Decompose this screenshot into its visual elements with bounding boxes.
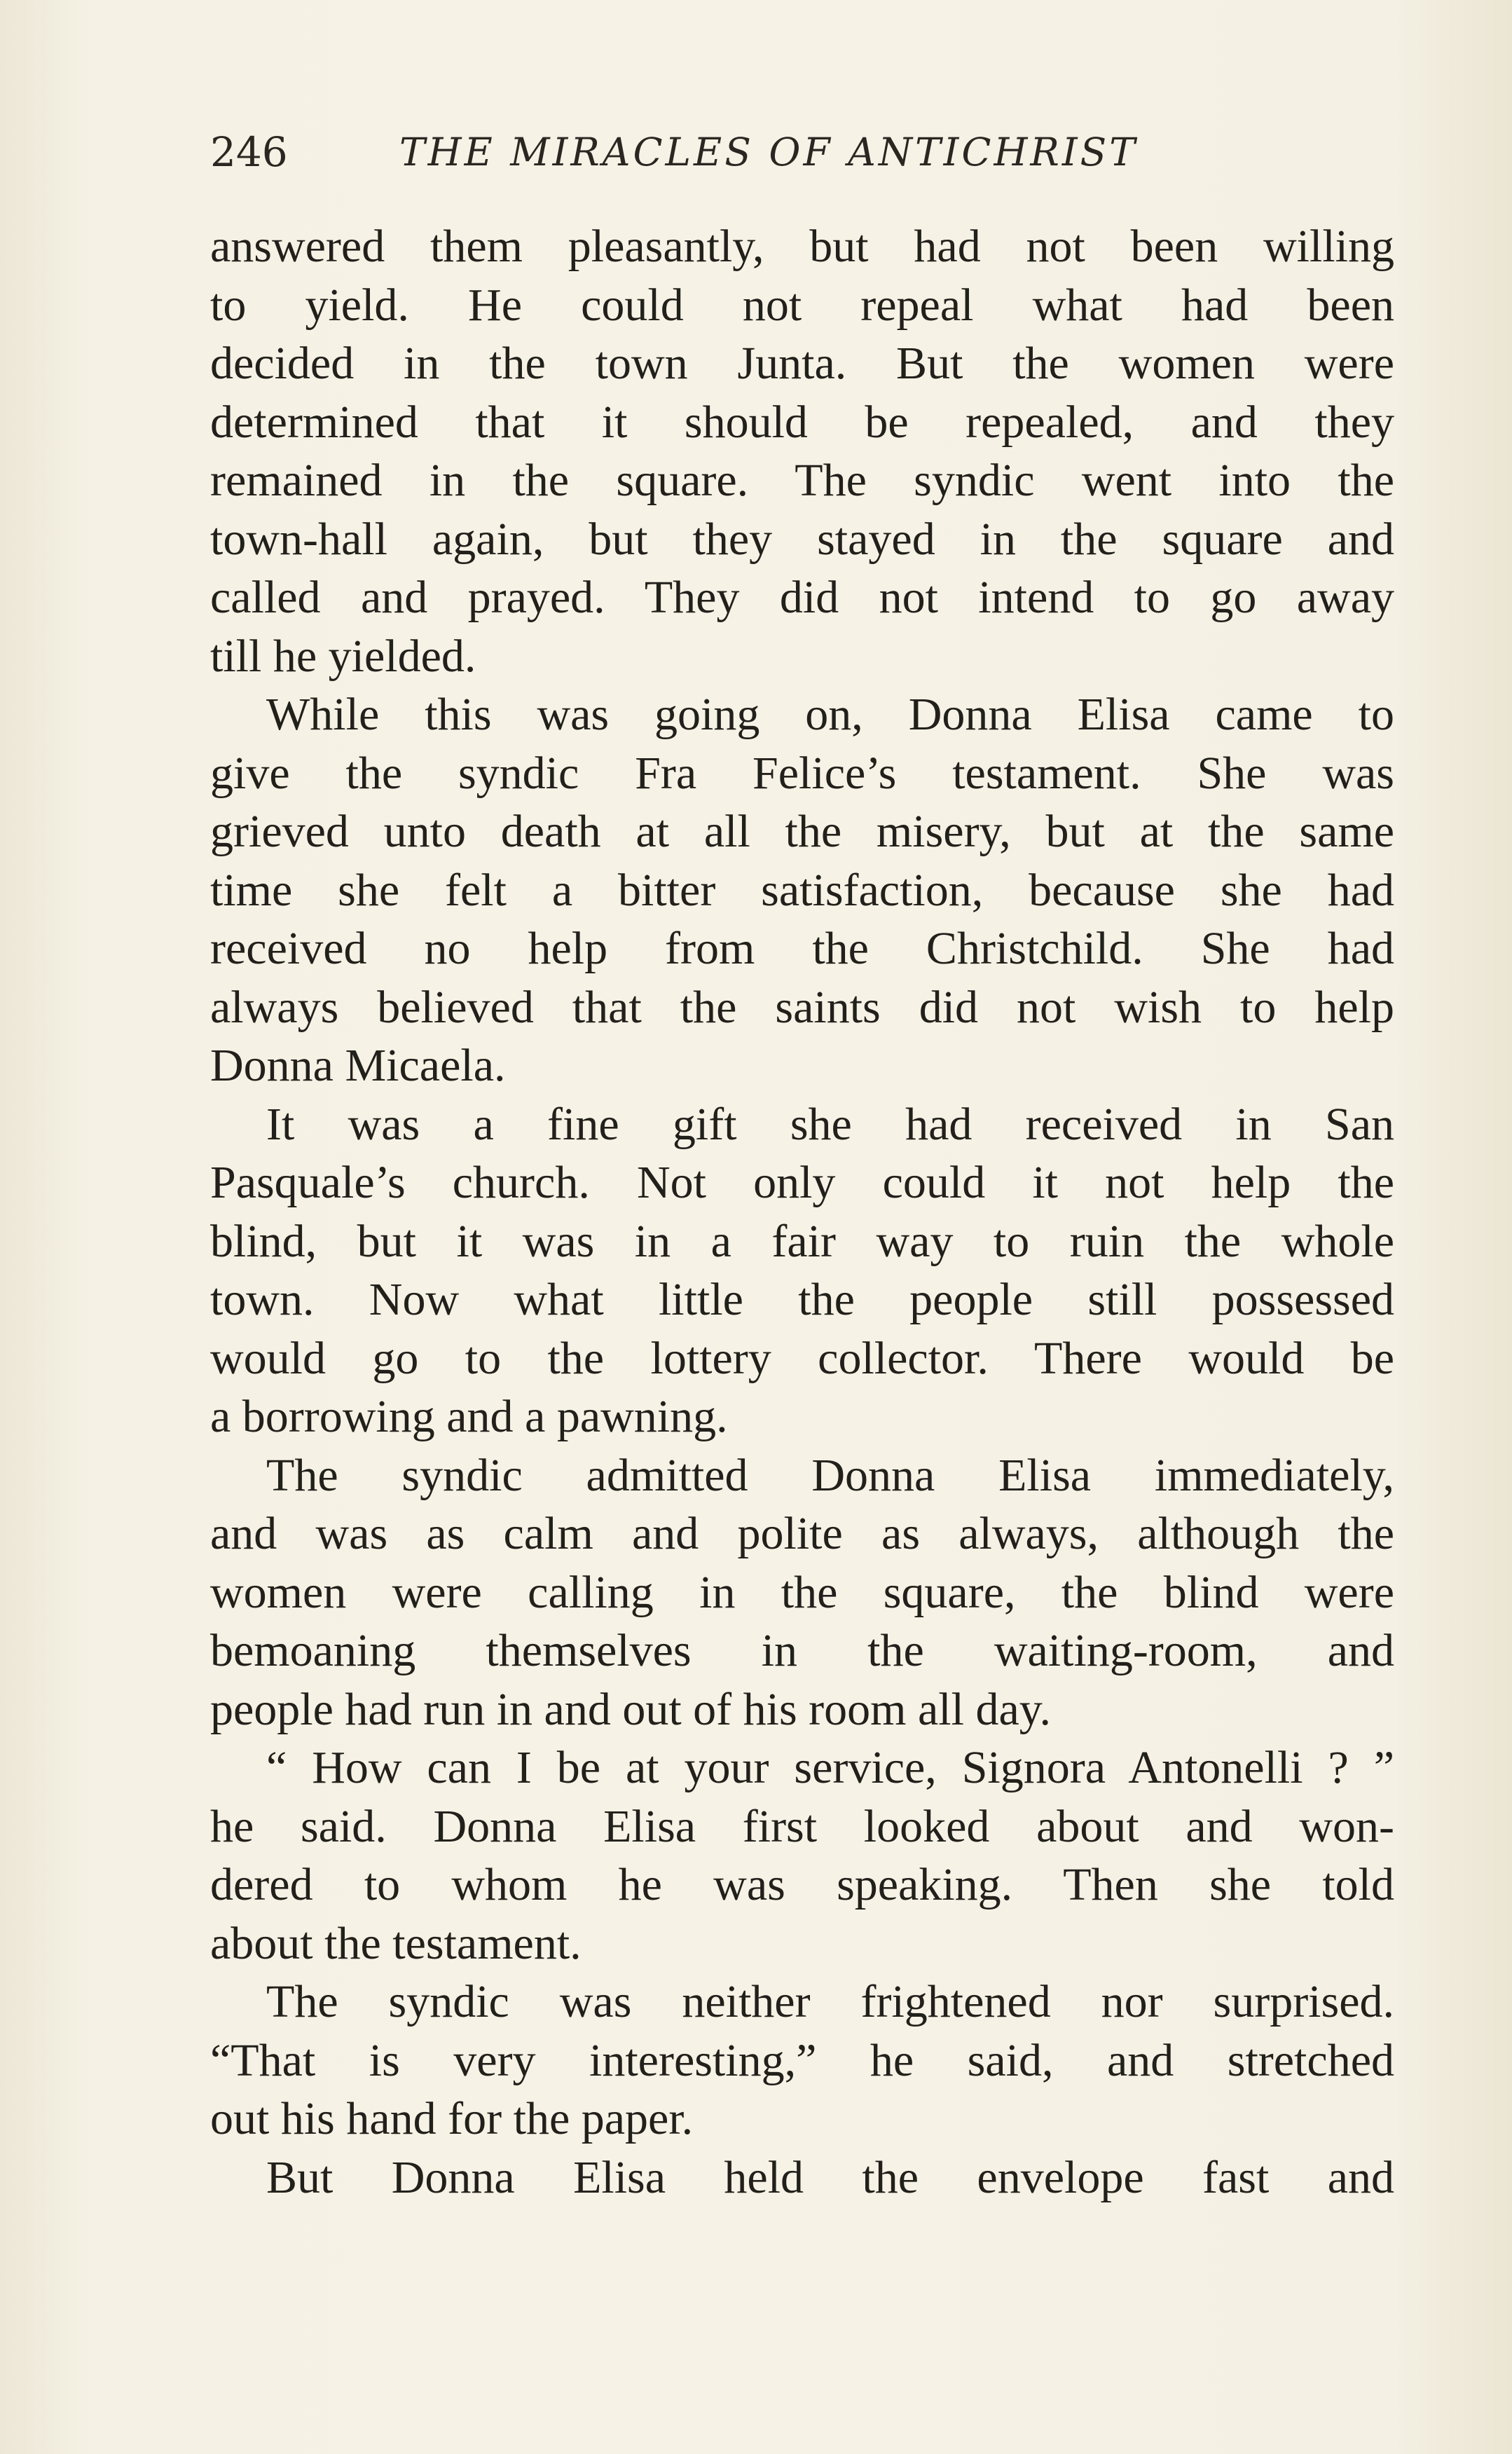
text-line: out his hand for the paper. xyxy=(210,2093,694,2144)
text-line: till he yielded. xyxy=(210,630,476,682)
text-line: blind, but it was in a fair way to ruin the whole xyxy=(210,1215,1394,1267)
text-line: women were calling in the square, the blind were xyxy=(210,1566,1394,1618)
running-head: THE MIRACLES OF ANTICHRIST xyxy=(399,130,1138,174)
text-line: Pasquale’s church. Not only could it not help the xyxy=(210,1157,1394,1208)
text-line: would go to the lottery collector. There would be xyxy=(210,1332,1394,1384)
text-line: time she felt a bitter satisfaction, because she had xyxy=(210,864,1394,916)
text-line: But Donna Elisa held the envelope fast and xyxy=(266,2151,1394,2203)
text-line: he said. Donna Elisa first looked about and won- xyxy=(210,1800,1394,1852)
text-line: town-hall again, but they stayed in the square and xyxy=(210,513,1394,565)
text-line: The syndic admitted Donna Elisa immediately, xyxy=(266,1449,1394,1501)
text-line: “ How can I be at your service, Signora Antonelli ? ” xyxy=(266,1742,1394,1793)
text-line: people had run in and out of his room all day. xyxy=(210,1683,1051,1735)
text-line: remained in the square. The syndic went into the xyxy=(210,455,1394,506)
text-line: dered to whom he was speaking. Then she told xyxy=(210,1859,1394,1910)
text-line: determined that it should be repealed, and they xyxy=(210,396,1394,448)
text-line: town. Now what little the people still possessed xyxy=(210,1274,1394,1325)
text-line: decided in the town Junta. But the women were xyxy=(210,338,1394,389)
text-line: bemoaning themselves in the waiting-room, and xyxy=(210,1625,1394,1676)
text-line: a borrowing and a pawning. xyxy=(210,1391,728,1442)
text-line: called and prayed. They did not intend to go away xyxy=(210,572,1394,623)
text-line: Donna Micaela. xyxy=(210,1040,506,1091)
page-header xyxy=(210,121,1261,184)
text-line: It was a fine gift she had received in San xyxy=(266,1098,1394,1150)
text-line: always believed that the saints did not wish to help xyxy=(210,981,1394,1033)
text-line: give the syndic Fra Felice’s testament. She was xyxy=(210,747,1394,799)
text-line: “That is very interesting,” he said, and stretched xyxy=(210,2034,1394,2086)
page-number: 246 xyxy=(210,128,288,176)
text-line: about the testament. xyxy=(210,1917,582,1969)
text-line: and was as calm and polite as always, although the xyxy=(210,1508,1394,1559)
text-line: While this was going on, Donna Elisa came to xyxy=(266,689,1394,740)
text-line: answered them pleasantly, but had not been willing xyxy=(210,221,1394,272)
body-text xyxy=(210,217,1394,2207)
text-line: received no help from the Christchild. She had xyxy=(210,923,1394,974)
text-line: The syndic was neither frightened nor surprised. xyxy=(266,1976,1394,2027)
text-line: grieved unto death at all the misery, but at the same xyxy=(210,806,1394,857)
text-line: to yield. He could not repeal what had been xyxy=(210,279,1394,331)
